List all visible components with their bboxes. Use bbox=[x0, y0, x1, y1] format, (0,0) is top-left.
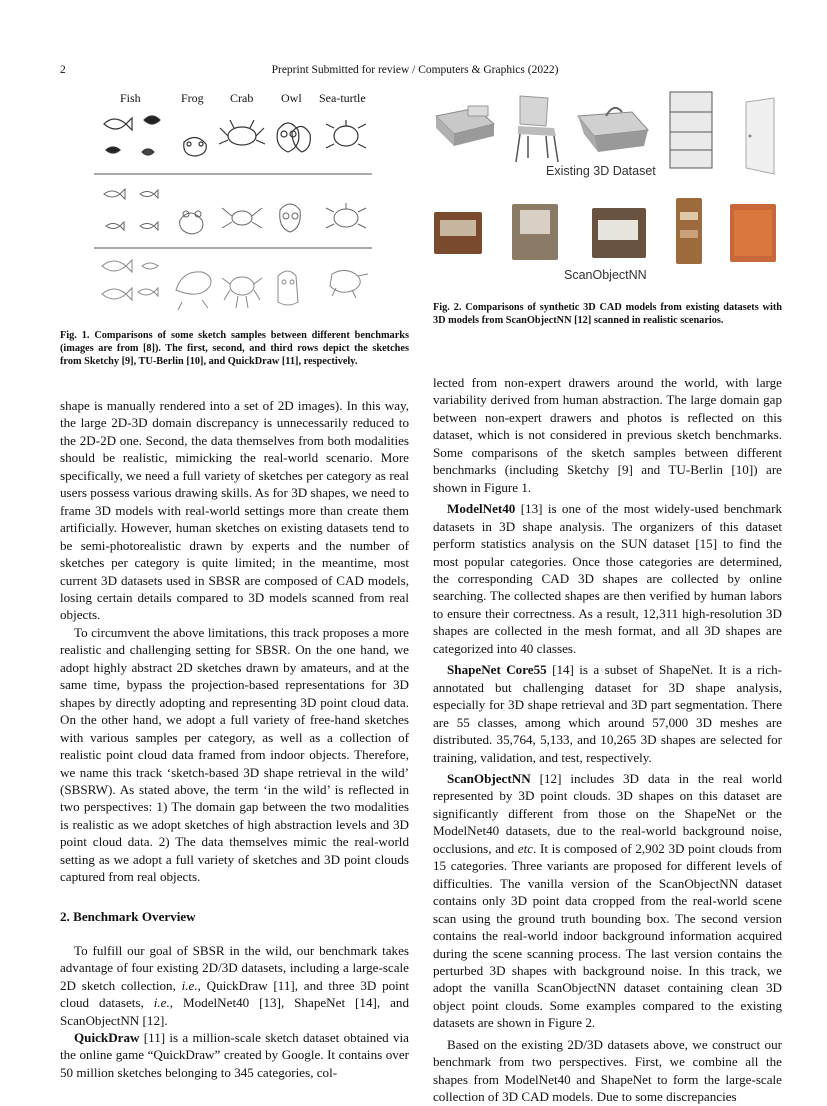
right-paragraph-modelnet40: ModelNet40 [13] is one of the most widely-used benchmark datasets in 3D shape analysis. The organizers of this dataset perform statistics analysis on the SUN dataset [15] to find the most popular categories. Once those categories are determined, the corresponding CAD 3D shapes are collected by online searching. The collected shapes are then verified by human labors to ensure their correctness. As a result, 12,311 high-resolution 3D shapes are collected in the mesh format, and all 3D shapes are categorized into 40 classes. bbox=[433, 501, 782, 656]
figure-2-3d-models bbox=[428, 86, 784, 292]
right-paragraph-last: Based on the existing 2D/3D datasets above, we construct our benchmark from two perspectives. First, we combine all the shapes from ModelNet40 and ShapeNet to form the large-scale collection of 3D CAD models. Due to some discrepancies bbox=[433, 1036, 782, 1105]
scan-door-panel bbox=[734, 210, 772, 256]
label-fish: Fish bbox=[120, 91, 141, 105]
page-number: 2 bbox=[60, 64, 66, 76]
label-sea-turtle: Sea-turtle bbox=[319, 91, 366, 105]
right-column bbox=[433, 374, 782, 1106]
right-paragraph-1: lected from non-expert drawers around the world, with large variability derived from human abstraction. The large domain gap between non-expert drawers and photos is reflected on this dataset, which is not considered in previous sketch benchmarks. Some comparisons of the sketch samples between different benchmarks (including Sketchy [9] and TU-Berlin [10]) are shown in Figure 1. bbox=[433, 375, 782, 495]
label-frog: Frog bbox=[181, 91, 204, 105]
scan-bed-sheet bbox=[440, 220, 476, 236]
right-paragraph-shapenet: ShapeNet Core55 [14] is a subset of ShapeNet. It is a rich-annotated but challenging dataset for 3D shape analysis, especially for 3D shape retrieval and 3D part segmentation. There are 55 classes, among which around 57,000 3D meshes are distributed. 35,764, 5,133, and 10,265 3D shapes are selected for training, validation, and test, respectively. bbox=[433, 662, 782, 765]
figure-2-caption: Fig. 2. Comparisons of synthetic 3D CAD models from existing datasets with 3D models from ScanObjectNN [12] scanned in realistic scenarios. bbox=[433, 302, 782, 327]
scan-shelf-books-1 bbox=[680, 212, 698, 220]
tu-berlin-row bbox=[104, 189, 366, 234]
section-heading: 2. Benchmark Overview bbox=[60, 908, 196, 924]
left-paragraph-3: To fulfill our goal of SBSR in the wild, our benchmark takes advantage of four existing 2D/3D datasets, including a large-scale 2D sketch collection, i.e., QuickDraw [11], and three 3D point cloud datasets, i.e., ModelNet40 [13], ShapeNet [14], and ScanObjectNN [12]. bbox=[60, 942, 410, 1028]
label-existing-3d-dataset: Existing 3D Dataset bbox=[546, 164, 656, 178]
cad-and-scan-images bbox=[428, 86, 784, 292]
left-paragraph-1: shape is manually rendered into a set of 2D images). In this way, the large 2D-3D domain discrepancy is unnecessarily reduced to the 2D-2D one. Second, the data themselves from both modalities should be realistic, mimicking the real-world scenario. More specifically, we need a full variety of sketches per category as real users possess various drawing skills. As for 3D shapes, we need to frame 3D models with real-world settings more than create them artificially. However, human sketches on existing datasets tend to be semi-photorealistic drawn by experts and the number of sketches per category is quite limited; in the meantime, most current 3D datasets used in SBSR are composed of CAD models, losing certain details compared to 3D models scanned from real objects. bbox=[60, 398, 409, 623]
left-paragraph-2: To circumvent the above limitations, this track proposes a more realistic and challenging setting for SBSR. On the one hand, we adopt highly abstract 2D sketches drawn by amateurs, and at the same time, bypass the projection-based representations for 3D shapes by directly adopting and representing 3D point cloud data. On the other hand, we adopt a full variety of free-hand sketches with various samples per category, as well as a collection of realistic point cloud data framed from indoor objects. Therefore, we name this track ‘sketch-based 3D shape retrieval in the wild’ (SBSRW). As stated above, the term ‘in the wild’ is reflected in two perspectives: 1) The domain gap between the two modalities is realistic as we adopt sketches of high abstraction levels and 3D point cloud data. 2) The data themselves mimic the real-world setting as we adopt a full variety of sketches and 3D point clouds captured from real objects. bbox=[60, 624, 409, 885]
cad-door bbox=[746, 98, 774, 174]
cad-chair bbox=[516, 96, 558, 162]
scan-sink-basin bbox=[598, 220, 638, 240]
label-crab: Crab bbox=[230, 91, 254, 105]
left-paragraph-quickdraw: QuickDraw [11] is a million-scale sketch dataset obtained via the online game “QuickDraw” created by Google. It contains over 50 million sketches belonging to 345 categories, col- bbox=[60, 1029, 409, 1080]
left-column bbox=[60, 397, 409, 1081]
cad-bookshelf bbox=[670, 92, 712, 168]
right-paragraph-scanobjectnn: ScanObjectNN [12] includes 3D data in the real world represented by 3D point clouds. 3D shapes on this dataset are significantly different from those on the ShapeNet or the ModelNet40 datasets, due to the real-world background noise, occlusions, and etc. It is composed of 2,902 3D point clouds from 15 categories. Three variants are proposed for different levels of difficulties. The vanilla version of the ScanObjectNN dataset contains only 3D point data cropped from the real-world scene scan using the ground truth bounding box. The second version contains the real-world indoor background information acquired during the scene scanning process. The last version contains the perturbed 3D shapes with background noise. In this track, we adopt the vanilla ScanObjectNN dataset containing clean 3D object point clouds. Some examples compared to the existing datasets are shown in Figure 2. bbox=[433, 770, 782, 1031]
label-owl: Owl bbox=[281, 91, 302, 105]
sketchy-row bbox=[104, 116, 366, 156]
label-scanobjectnn: ScanObjectNN bbox=[564, 268, 647, 282]
scan-chair-back bbox=[520, 210, 550, 234]
running-title: Preprint Submitted for review / Computers & Graphics (2022) bbox=[271, 64, 559, 76]
cad-sink bbox=[578, 108, 648, 152]
scan-shelf-books-2 bbox=[680, 230, 698, 238]
sketch-grid bbox=[92, 106, 382, 318]
quickdraw-row bbox=[102, 260, 368, 310]
cad-bed bbox=[436, 106, 494, 146]
figure-1-sketches bbox=[92, 88, 382, 318]
figure-1-caption: Fig. 1. Comparisons of some sketch samples between different benchmarks (images are from [8]). The first, second, and third rows depict the sketches from Sketchy [9], TU-Berlin [10], and QuickDraw [11], respectively. bbox=[60, 330, 409, 368]
